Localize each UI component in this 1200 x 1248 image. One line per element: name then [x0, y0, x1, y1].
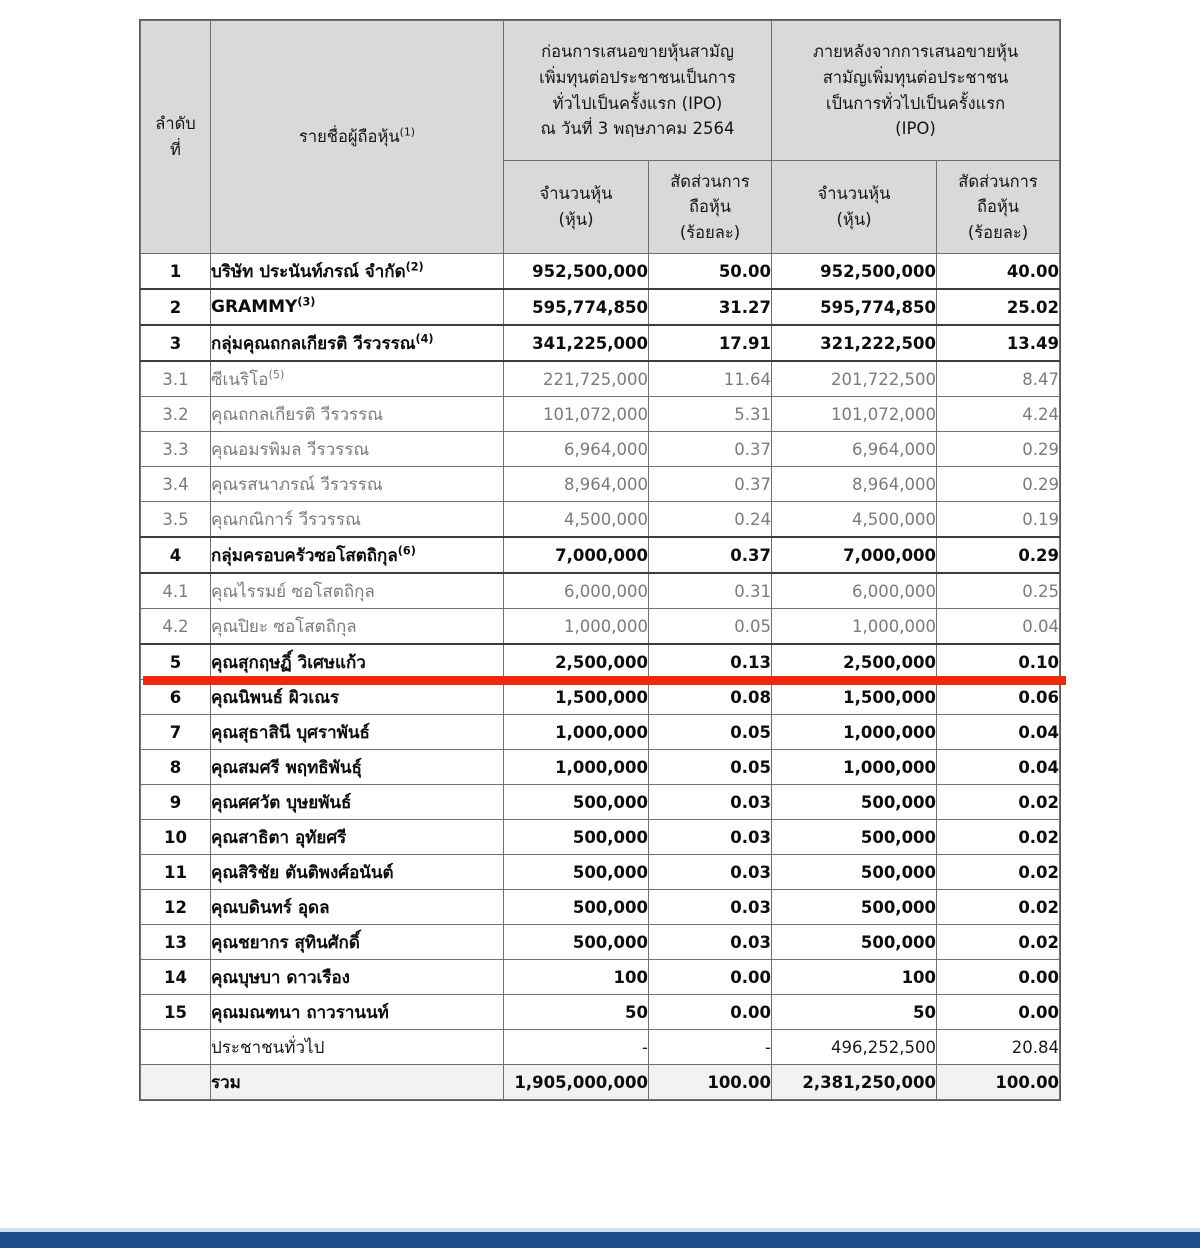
header-cell-shares-after	[772, 161, 937, 254]
cell-order-number: 14	[141, 960, 211, 995]
cell-shares-before: 595,774,850	[504, 289, 649, 325]
cell-shareholder-name	[211, 1030, 504, 1065]
header-cell-order	[141, 21, 211, 254]
cell-shares-before: 221,725,000	[504, 361, 649, 397]
header-cell-group-after-ipo	[772, 21, 1060, 161]
cell-shareholder-name	[211, 785, 504, 820]
shareholder-name-text: คุณนิพนธ์ ผิวเณร	[211, 687, 340, 708]
cell-shares-before: 50	[504, 995, 649, 1030]
cell-shares-after: 2,381,250,000	[772, 1065, 937, 1100]
cell-percent-before: -	[649, 1030, 772, 1065]
cell-percent-before: 0.03	[649, 855, 772, 890]
cell-shares-before: 4,500,000	[504, 502, 649, 538]
shareholder-footnote-marker: (4)	[415, 331, 434, 345]
cell-shares-before: 101,072,000	[504, 397, 649, 432]
cell-shares-before: -	[504, 1030, 649, 1065]
cell-percent-after: 0.02	[937, 855, 1060, 890]
cell-shares-before: 6,964,000	[504, 432, 649, 467]
cell-order-number: 9	[141, 785, 211, 820]
cell-percent-after: 0.29	[937, 467, 1060, 502]
cell-order-number: 10	[141, 820, 211, 855]
shareholder-name-text: คุณสุกฤษฏิ์ วิเศษแก้ว	[211, 652, 366, 673]
shareholder-name-text: ซีเนริโอ	[211, 369, 269, 390]
shareholder-name-text: บริษัท ประนันท์ภรณ์ จำกัด	[211, 261, 406, 282]
cell-percent-before: 11.64	[649, 361, 772, 397]
cell-order-number: 5	[141, 644, 211, 680]
header-order-line2: ที่	[170, 140, 181, 159]
table-row	[141, 254, 1060, 290]
group-before-line-0: ก่อนการเสนอขายหุ้นสามัญ	[541, 42, 734, 62]
cell-percent-before: 0.03	[649, 925, 772, 960]
group-before-line-2: ทั่วไปเป็นครั้งแรก (IPO)	[552, 93, 723, 113]
cell-percent-after: 0.04	[937, 609, 1060, 645]
cell-shares-after: 6,000,000	[772, 573, 937, 609]
cell-percent-after: 0.04	[937, 750, 1060, 785]
cell-shares-after: 1,000,000	[772, 609, 937, 645]
table-row	[141, 820, 1060, 855]
table-row	[141, 502, 1060, 538]
table-row	[141, 855, 1060, 890]
cell-order-number: 15	[141, 995, 211, 1030]
shareholder-table	[140, 20, 1060, 1100]
cell-percent-after: 0.00	[937, 960, 1060, 995]
cell-percent-after: 40.00	[937, 254, 1060, 290]
cell-percent-after: 0.04	[937, 715, 1060, 750]
shareholder-name-text: คุณอมรพิมล วีรวรรณ	[211, 439, 370, 460]
cell-order-number: 1	[141, 254, 211, 290]
cell-percent-after: 4.24	[937, 397, 1060, 432]
table-row	[141, 573, 1060, 609]
table-row	[141, 644, 1060, 680]
table-row	[141, 1030, 1060, 1065]
cell-order-number: 12	[141, 890, 211, 925]
cell-percent-after: 0.06	[937, 680, 1060, 715]
cell-percent-after: 0.10	[937, 644, 1060, 680]
shareholder-name-text: คุณไรรมย์ ซอโสตถิกุล	[211, 581, 375, 602]
cell-percent-after: 0.02	[937, 890, 1060, 925]
cell-shares-before: 6,000,000	[504, 573, 649, 609]
header-shareholder-footnote: (1)	[399, 125, 416, 139]
red-underline-highlight	[143, 676, 1066, 685]
cell-percent-before: 0.13	[649, 644, 772, 680]
cell-percent-before: 0.03	[649, 820, 772, 855]
shareholder-name-text: คุณสาธิตา อุทัยศรี	[211, 827, 347, 848]
header-order-line1: ลำดับ	[155, 114, 196, 134]
cell-shares-after: 1,000,000	[772, 750, 937, 785]
cell-order-number: 13	[141, 925, 211, 960]
cell-percent-before: 0.37	[649, 537, 772, 573]
table-row	[141, 325, 1060, 361]
table-row	[141, 960, 1060, 995]
cell-percent-after: 0.19	[937, 502, 1060, 538]
table-row	[141, 1065, 1060, 1100]
cell-shares-after: 7,000,000	[772, 537, 937, 573]
cell-shareholder-name	[211, 573, 504, 609]
header-cell-percent-before	[649, 161, 772, 254]
cell-percent-before: 31.27	[649, 289, 772, 325]
cell-percent-before: 0.37	[649, 432, 772, 467]
cell-percent-before: 5.31	[649, 397, 772, 432]
shares-after-line-0: จำนวนหุ้น	[817, 184, 891, 204]
cell-shareholder-name	[211, 361, 504, 397]
cell-percent-after: 0.02	[937, 925, 1060, 960]
shares-before-line-0: จำนวนหุ้น	[539, 184, 613, 204]
percent-after-line-1: ถือหุ้น	[976, 197, 1020, 217]
cell-percent-before: 0.31	[649, 573, 772, 609]
cell-shareholder-name	[211, 995, 504, 1030]
shareholder-name-text: ประชาชนทั่วไป	[211, 1037, 325, 1058]
cell-order-number: 3.4	[141, 467, 211, 502]
cell-order-number: 7	[141, 715, 211, 750]
shareholder-name-text: GRAMMY	[211, 297, 298, 317]
cell-percent-before: 0.00	[649, 960, 772, 995]
cell-shares-after: 500,000	[772, 855, 937, 890]
cell-shares-before: 500,000	[504, 855, 649, 890]
cell-percent-after: 0.29	[937, 432, 1060, 467]
cell-percent-after: 13.49	[937, 325, 1060, 361]
cell-percent-before: 0.05	[649, 750, 772, 785]
table-header	[141, 21, 1060, 254]
cell-percent-before: 0.03	[649, 785, 772, 820]
shareholder-table-container	[140, 20, 1059, 1100]
shareholder-footnote-marker: (3)	[297, 295, 316, 309]
cell-percent-before: 0.05	[649, 609, 772, 645]
table-row	[141, 289, 1060, 325]
shareholder-name-text: คุณสมศรี พฤทธิพันธุ์	[211, 757, 362, 778]
cell-shares-after: 50	[772, 995, 937, 1030]
cell-shareholder-name	[211, 644, 504, 680]
cell-order-number: 8	[141, 750, 211, 785]
shareholder-footnote-marker: (2)	[405, 259, 424, 273]
table-row	[141, 890, 1060, 925]
cell-shareholder-name	[211, 537, 504, 573]
bottom-blue-bar	[0, 1232, 1200, 1248]
cell-shares-after: 4,500,000	[772, 502, 937, 538]
header-cell-shareholder-name	[211, 21, 504, 254]
cell-percent-after: 0.00	[937, 995, 1060, 1030]
cell-shares-before: 500,000	[504, 820, 649, 855]
cell-shareholder-name	[211, 890, 504, 925]
cell-shares-after: 500,000	[772, 890, 937, 925]
cell-shareholder-name	[211, 1065, 504, 1100]
cell-percent-after: 0.02	[937, 785, 1060, 820]
table-row	[141, 537, 1060, 573]
cell-order-number: 6	[141, 680, 211, 715]
cell-shares-after: 500,000	[772, 925, 937, 960]
shareholder-name-text: รวม	[211, 1072, 241, 1093]
group-before-line-1: เพิ่มทุนต่อประชาชนเป็นการ	[539, 67, 736, 87]
group-after-line-2: เป็นการทั่วไปเป็นครั้งแรก	[825, 93, 1006, 113]
shareholder-name-text: กลุ่มคุณถกลเกียรติ วีรวรรณ	[211, 333, 416, 354]
cell-shares-before: 500,000	[504, 785, 649, 820]
shareholder-name-text: คุณสุธาสินี บุศราพันธ์	[211, 722, 370, 743]
cell-order-number	[141, 1030, 211, 1065]
cell-shareholder-name	[211, 325, 504, 361]
group-before-line-3: ณ วันที่ 3 พฤษภาคม 2564	[540, 119, 735, 139]
table-row	[141, 467, 1060, 502]
cell-shares-after: 201,722,500	[772, 361, 937, 397]
cell-percent-after: 0.02	[937, 820, 1060, 855]
cell-shares-before: 8,964,000	[504, 467, 649, 502]
cell-shares-after: 1,500,000	[772, 680, 937, 715]
cell-percent-after: 100.00	[937, 1065, 1060, 1100]
table-row	[141, 432, 1060, 467]
cell-percent-before: 100.00	[649, 1065, 772, 1100]
cell-shares-after: 500,000	[772, 785, 937, 820]
cell-shares-before: 1,500,000	[504, 680, 649, 715]
table-row	[141, 785, 1060, 820]
cell-percent-before: 0.00	[649, 995, 772, 1030]
table-row	[141, 995, 1060, 1030]
header-shareholder-label: รายชื่อผู้ถือหุ้น	[298, 127, 400, 147]
cell-percent-before: 0.37	[649, 467, 772, 502]
shares-before-line-1: (หุ้น)	[558, 210, 594, 229]
cell-shareholder-name	[211, 289, 504, 325]
cell-shareholder-name	[211, 820, 504, 855]
cell-shares-before: 1,000,000	[504, 715, 649, 750]
header-row-group	[141, 21, 1060, 161]
cell-shares-before: 500,000	[504, 890, 649, 925]
shareholder-name-text: คุณปิยะ ซอโสตถิกุล	[211, 616, 357, 637]
shareholder-name-text: คุณถกลเกียรติ วีรวรรณ	[211, 404, 384, 425]
percent-after-line-2: (ร้อยละ)	[967, 222, 1029, 242]
cell-percent-before: 50.00	[649, 254, 772, 290]
cell-percent-before: 0.24	[649, 502, 772, 538]
cell-shareholder-name	[211, 680, 504, 715]
cell-shares-after: 952,500,000	[772, 254, 937, 290]
cell-percent-after: 8.47	[937, 361, 1060, 397]
header-cell-group-before-ipo	[504, 21, 772, 161]
cell-order-number	[141, 1065, 211, 1100]
shareholder-name-text: คุณบดินทร์ อุดล	[211, 897, 330, 918]
cell-shareholder-name	[211, 397, 504, 432]
cell-shares-after: 595,774,850	[772, 289, 937, 325]
cell-shares-before: 2,500,000	[504, 644, 649, 680]
cell-shares-after: 2,500,000	[772, 644, 937, 680]
cell-shares-before: 7,000,000	[504, 537, 649, 573]
cell-order-number: 3.3	[141, 432, 211, 467]
percent-before-line-2: (ร้อยละ)	[679, 222, 741, 242]
cell-shareholder-name	[211, 750, 504, 785]
cell-shareholder-name	[211, 467, 504, 502]
shares-after-line-1: (หุ้น)	[836, 210, 872, 229]
cell-shares-before: 100	[504, 960, 649, 995]
cell-shares-after: 100	[772, 960, 937, 995]
cell-order-number: 2	[141, 289, 211, 325]
shareholder-name-text: กลุ่มครอบครัวซอโสตถิกุล	[211, 545, 398, 566]
cell-shares-before: 1,000,000	[504, 750, 649, 785]
cell-shares-after: 1,000,000	[772, 715, 937, 750]
shareholder-name-text: คุณศศวัต บุษยพันธ์	[211, 792, 352, 813]
cell-percent-before: 17.91	[649, 325, 772, 361]
cell-shares-after: 496,252,500	[772, 1030, 937, 1065]
cell-shares-after: 8,964,000	[772, 467, 937, 502]
shareholder-footnote-marker: (6)	[397, 543, 416, 557]
cell-order-number: 4	[141, 537, 211, 573]
group-after-line-1: สามัญเพิ่มทุนต่อประชาชน	[822, 67, 1009, 87]
cell-shares-after: 321,222,500	[772, 325, 937, 361]
cell-shareholder-name	[211, 254, 504, 290]
shareholder-name-text: คุณบุษบา ดาวเรือง	[211, 967, 350, 988]
cell-shares-before: 1,000,000	[504, 609, 649, 645]
header-cell-shares-before	[504, 161, 649, 254]
cell-order-number: 3.1	[141, 361, 211, 397]
cell-order-number: 4.2	[141, 609, 211, 645]
cell-shareholder-name	[211, 960, 504, 995]
header-cell-percent-after	[937, 161, 1060, 254]
cell-order-number: 3.2	[141, 397, 211, 432]
table-row	[141, 715, 1060, 750]
table-row	[141, 609, 1060, 645]
shareholder-footnote-marker: (5)	[268, 367, 285, 381]
cell-order-number: 3.5	[141, 502, 211, 538]
cell-shareholder-name	[211, 925, 504, 960]
table-row	[141, 361, 1060, 397]
cell-shareholder-name	[211, 502, 504, 538]
cell-percent-after: 0.25	[937, 573, 1060, 609]
cell-percent-before: 0.05	[649, 715, 772, 750]
shareholder-name-text: คุณสิริชัย ตันติพงศ์อนันต์	[211, 862, 394, 883]
cell-percent-before: 0.08	[649, 680, 772, 715]
cell-shareholder-name	[211, 432, 504, 467]
cell-shares-after: 6,964,000	[772, 432, 937, 467]
cell-shares-after: 101,072,000	[772, 397, 937, 432]
cell-shareholder-name	[211, 855, 504, 890]
group-after-line-0: ภายหลังจากการเสนอขายหุ้น	[812, 42, 1019, 62]
percent-before-line-1: ถือหุ้น	[688, 197, 732, 217]
group-after-line-3: (IPO)	[895, 119, 936, 139]
percent-before-line-0: สัดส่วนการ	[670, 171, 750, 191]
table-row	[141, 397, 1060, 432]
cell-order-number: 4.1	[141, 573, 211, 609]
table-row	[141, 750, 1060, 785]
cell-shares-before: 952,500,000	[504, 254, 649, 290]
cell-shares-before: 1,905,000,000	[504, 1065, 649, 1100]
cell-shares-after: 500,000	[772, 820, 937, 855]
cell-percent-before: 0.03	[649, 890, 772, 925]
cell-percent-after: 25.02	[937, 289, 1060, 325]
cell-shares-before: 341,225,000	[504, 325, 649, 361]
table-row	[141, 925, 1060, 960]
cell-shares-before: 500,000	[504, 925, 649, 960]
shareholder-name-text: คุณรสนาภรณ์ วีรวรรณ	[211, 474, 383, 495]
cell-percent-after: 20.84	[937, 1030, 1060, 1065]
cell-shareholder-name	[211, 715, 504, 750]
cell-percent-after: 0.29	[937, 537, 1060, 573]
cell-shareholder-name	[211, 609, 504, 645]
table-row	[141, 680, 1060, 715]
cell-order-number: 11	[141, 855, 211, 890]
shareholder-name-text: คุณชยากร สุทินศักดิ์	[211, 932, 360, 953]
shareholder-name-text: คุณมณฑนา ถาวรานนท์	[211, 1002, 389, 1023]
percent-after-line-0: สัดส่วนการ	[958, 171, 1038, 191]
shareholder-name-text: คุณกณิการ์ วีรวรรณ	[211, 509, 361, 530]
cell-order-number: 3	[141, 325, 211, 361]
